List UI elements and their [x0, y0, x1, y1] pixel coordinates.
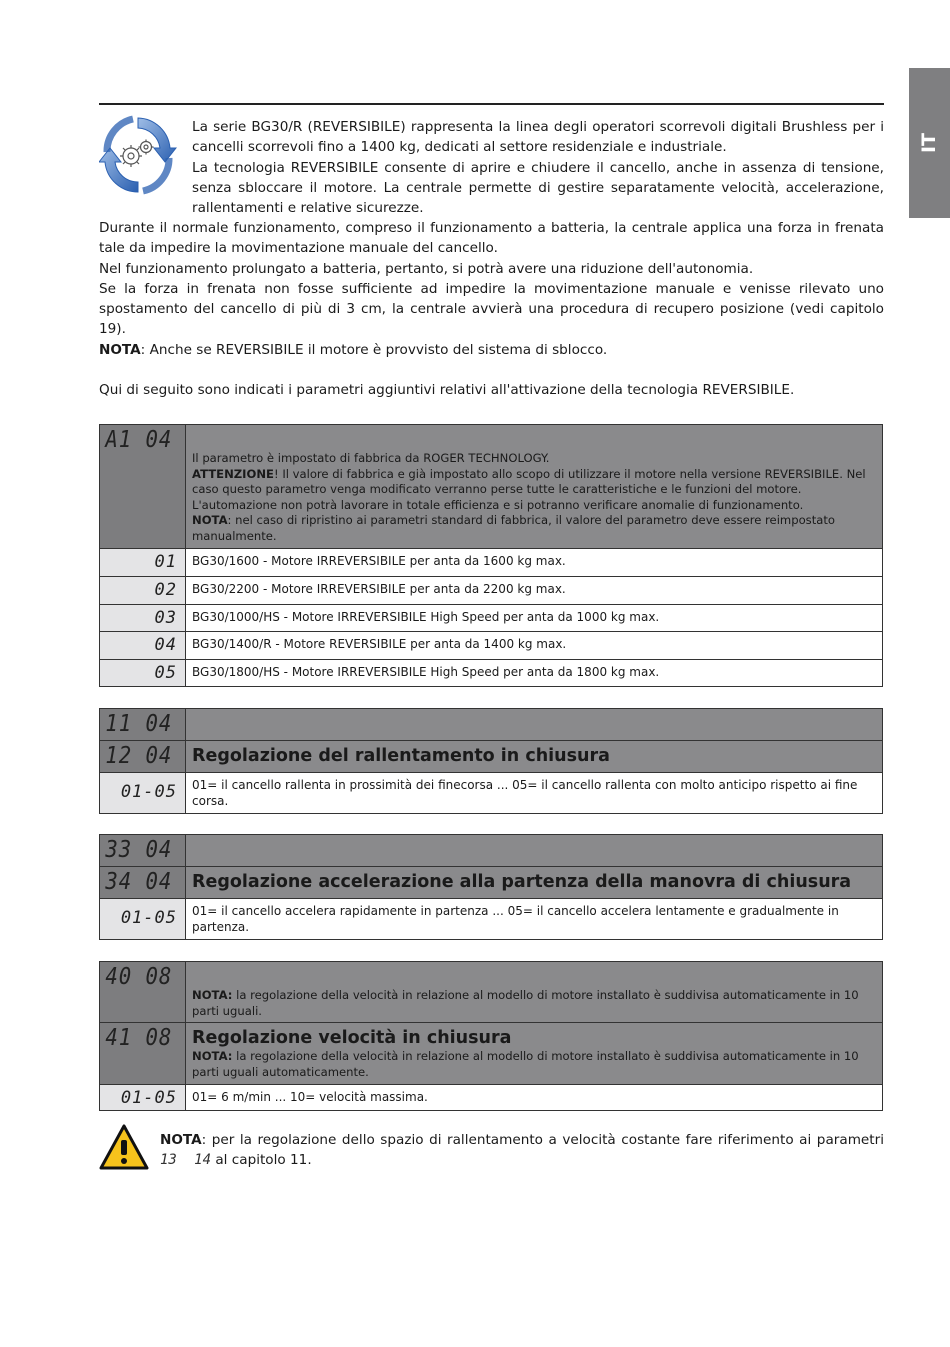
parameter-title: Regolazione velocità in chiusura [192, 1028, 512, 1048]
note-label: NOTA: [192, 988, 233, 1002]
note-label: NOTA: [192, 1049, 233, 1063]
warning-text-before: : per la regolazione dello spazio di rallentamento a velocità costante fare riferimento ai parametri [201, 1132, 884, 1148]
language-label: IT [918, 132, 940, 154]
body-text [99, 218, 884, 360]
body-paragraph-2: Nel funzionamento prolungato a batteria, pertanto, si potrà avere una riduzione dell'autonomia. [99, 260, 754, 277]
warning-text-after: al capitolo 11. [211, 1152, 312, 1169]
range-description: 01= il cancello accelera rapidamente in partenza ... 05= il cancello accelera lentamente e gradualmente in partenza. [192, 904, 839, 934]
parameter-table-a1 [99, 424, 883, 687]
parameter-code: 40 08 [105, 964, 173, 990]
intro-text [192, 117, 884, 218]
parameter-title: Regolazione accelerazione alla partenza della manovra di chiusura [192, 872, 852, 892]
reset-note [192, 513, 876, 544]
option-text: BG30/1000/HS - Motore IRREVERSIBILE High Speed per anta da 1000 kg max. [192, 610, 660, 624]
parameter-table-41 [99, 961, 883, 1111]
body-paragraph-3: Se la forza in frenata non fosse sufficiente ad impedire la movimentazione manuale e venisse rilevato uno spostamento del cancello di più di 3 cm, la centrale avvierà una procedura di recupero posizione (vedi capitolo 19). [99, 280, 884, 338]
option-text: BG30/1800/HS - Motore IRREVERSIBILE High Speed per anta da 1800 kg max. [192, 665, 660, 679]
parameter-code-cell [100, 425, 186, 549]
note-text: : nel caso di ripristino ai parametri standard di fabbrica, il valore del parametro deve essere reimpostato manualmente. [192, 513, 835, 543]
parameter-table-34 [99, 834, 883, 940]
option-code: 01 [154, 552, 177, 572]
factory-line: Il parametro è impostato di fabbrica da ROGER TECHNOLOGY. [192, 451, 550, 465]
option-code: 03 [154, 608, 177, 628]
parameter-code: 33 04 [105, 837, 173, 863]
attention-note [192, 467, 876, 514]
parameter-ref: 14 [194, 1152, 212, 1169]
table-row [100, 577, 883, 605]
top-rule [99, 103, 884, 105]
range-code: 01-05 [120, 782, 177, 802]
language-tab [909, 68, 950, 218]
option-text: BG30/1400/R - Motore REVERSIBILE per anta da 1400 kg max. [192, 637, 567, 651]
body-note [99, 340, 884, 360]
parameter-code: 11 04 [105, 711, 173, 737]
option-text: BG30/1600 - Motore IRREVERSIBILE per anta da 1600 kg max. [192, 554, 566, 568]
table-row [100, 660, 883, 687]
parameter-title: Regolazione del rallentamento in chiusura [192, 746, 610, 766]
body-paragraph-1: Durante il normale funzionamento, compreso il funzionamento a batteria, la centrale applica una forza in frenata tale da impedire la movimentazione manuale del cancello. [99, 220, 884, 257]
parameter-code: 41 08 [105, 1025, 173, 1051]
table-row [100, 605, 883, 632]
warning-icon [99, 1124, 149, 1170]
speed-note [186, 1049, 882, 1082]
note-label: NOTA [192, 513, 228, 528]
gear-icon [120, 140, 154, 168]
warning-label: NOTA [160, 1132, 202, 1148]
note-label: NOTA [99, 341, 141, 358]
lead-text: Qui di seguito sono indicati i parametri aggiuntivi relativi all'attivazione della tecnologia REVERSIBILE. [99, 382, 795, 398]
speed-note [186, 962, 882, 1021]
parameter-code: 34 04 [105, 869, 173, 895]
attention-label: ATTENZIONE [192, 466, 274, 481]
parameter-ref: 13 [160, 1152, 177, 1169]
intro-paragraph-1: La serie BG30/R (REVERSIBILE) rappresenta la linea degli operatori scorrevoli digitali Brushless per i cancelli scorrevoli fino a 1400 kg, dedicati al settore residenziale e industriale. [192, 119, 884, 156]
parameter-table-12 [99, 708, 883, 814]
parameter-code: 12 04 [105, 743, 173, 769]
reversible-cycle-icon [99, 112, 177, 198]
table-row [100, 632, 883, 660]
range-code: 01-05 [120, 908, 177, 928]
parameter-description-cell [186, 425, 883, 549]
table-row [100, 549, 883, 577]
intro-paragraph-2: La tecnologia REVERSIBILE consente di aprire e chiudere il cancello, anche in assenza di tensione, senza sbloccare il motore. La centrale permette di gestire separatamente velocità, accelerazione, rallentamenti e relative sicurezze. [192, 159, 884, 217]
range-description: 01= il cancello rallenta in prossimità dei finecorsa ... 05= il cancello rallenta con molto anticipo rispetto ai fine corsa. [192, 778, 858, 808]
note-text: : Anche se REVERSIBILE il motore è provvisto del sistema di sblocco. [140, 341, 608, 358]
note-text: la regolazione della velocità in relazione al modello di motore installato è suddivisa automaticamente in 10 parti uguali automaticamente. [192, 1049, 859, 1079]
option-code: 04 [154, 635, 177, 655]
attention-text: ! Il valore di fabbrica e già impostato allo scopo di utilizzare il motore nella versione REVERSIBILE. Nel caso questo parametro venga modificato verranno perse tutte le caratteristiche e le funzioni del motore. L'automazione non potrà lavorare in totale efficienza e si potranno verificare anomalie di funzionamento. [192, 466, 866, 512]
parameter-code: A1 04 [105, 427, 173, 453]
note-text: la regolazione della velocità in relazione al modello di motore installato è suddivisa automaticamente in 10 parti uguali. [192, 988, 859, 1018]
range-code: 01-05 [120, 1088, 177, 1108]
option-code: 02 [154, 580, 177, 600]
range-description: 01= 6 m/min ... 10= velocità massima. [192, 1090, 428, 1104]
parameter-description [186, 425, 882, 547]
option-code: 05 [154, 663, 177, 683]
option-text: BG30/2200 - Motore IRREVERSIBILE per anta da 2200 kg max. [192, 582, 566, 596]
warning-text [160, 1130, 884, 1171]
